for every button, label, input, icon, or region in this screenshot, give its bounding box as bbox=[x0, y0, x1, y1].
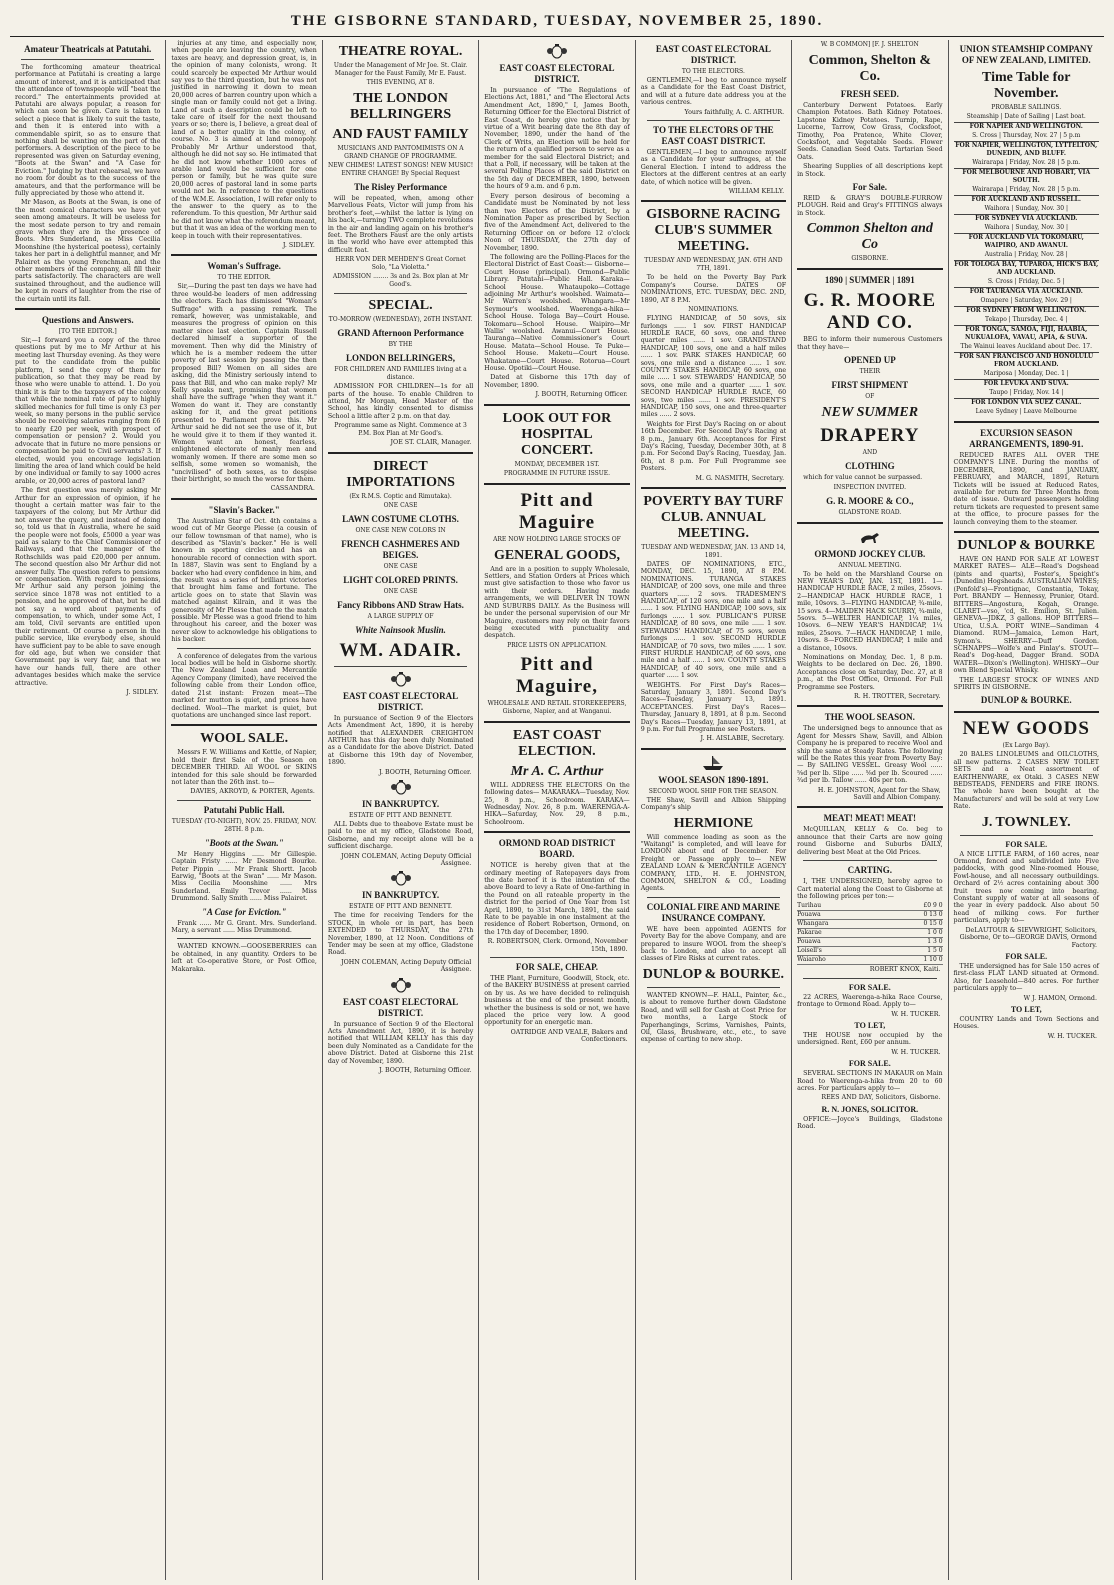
signature: J. BOOTH, Returning Officer. bbox=[379, 1067, 472, 1075]
route-row: Australia | Friday, Nov. 28 | bbox=[984, 251, 1068, 258]
ad-text: Shearing Supplies of all descriptions kept in Stock. bbox=[797, 163, 943, 178]
route-row: Taupo | Friday, Nov. 14 | bbox=[989, 389, 1064, 396]
ad-heading: 1890 | SUMMER | 1891 bbox=[824, 275, 915, 286]
ad-heading: WOOL SEASON 1890-1891. bbox=[658, 774, 769, 785]
rate-row bbox=[797, 956, 942, 965]
play-title: "A Case for Eviction." bbox=[201, 906, 287, 917]
ad-text: OFFICE:—Joyce's Buildings, Gladstone Road. bbox=[797, 1115, 943, 1131]
notice-heading: EAST COAST ELECTORAL DISTRICT. bbox=[499, 63, 615, 84]
notice-subheading: ESTATE OF PITT AND BENNETT. bbox=[349, 903, 453, 911]
ad-subtext: NOMINATIONS. bbox=[688, 306, 739, 314]
ad-heading: FOR SALE. bbox=[1005, 839, 1048, 849]
play-title: "Boots at the Swan." bbox=[204, 837, 284, 848]
divider bbox=[484, 404, 629, 406]
royal-crest-icon bbox=[389, 870, 413, 886]
ad-heading: Pitt and Maguire bbox=[518, 489, 596, 533]
article-paragraph: Sir,—During the past ten days we have had three would-be leaders of men addressing the electors. Each has dismissed "Woman's Suffrage" with a passing remark. The remark, however, was unmistakable, and measures the progress of opinion on this matter since last election. Captain Russell declared himself a supporter of the movement. Then why did the Ministry of which he is a member redeem the utter poverty of last session by passing the then proposed Bill? Women on all sides are asking, did the Ministry seriously intend to pass that Bill, and who can make reply? Mr Kelly speaks next, promising that women shall have the suffrage "when they want it." Women do want it. They are constantly asking for it, and the great petitions presented to Parliament prove this. Mr Arthur said he did not see the use of it, but he would give it to them if they wanted it. Women want an honest, fearless, enlightened electorate of manly men and womanly women. If there are some men so selfish, some women so womanish, the "uncivilised" of both sexes, as to despise their birthright, so much the worse for them. bbox=[171, 283, 317, 483]
ad-subtext: A LARGE SUPPLY OF bbox=[367, 612, 434, 620]
route-row: Wairarapa | Friday, Nov. 28 | 5 p.m. bbox=[972, 186, 1081, 193]
ad-text: 20 BALES LINOLEUMS and OILCLOTHS, all new patterns. 2 CASES NEW TOILET SETS and a Neat assortment of EARTHENWARE, ex Otaki. 3 CASES NEW BEDSTEADS, FENDERS and FIRE IRONS. The whole have been bought at the Manufacturers' and will be sold at very Low Rate. bbox=[953, 751, 1099, 811]
signature: J. BOOTH, Returning Officer. bbox=[379, 768, 472, 776]
ad-text: The undersigned begs to announce that as Agent for Messrs Shaw, Savill, and Albion Company he is prepared to receive Wool and ship the same at Steady Rates. The following will be the Rates this year from Poverty Bay:— By SAILING VESSEL. Greasy Wool ...... ⅝d per lb. Slipe ...... ⅝d per lb. Scoured ...... ¾d per lb. Tallow ...... 40s per ton. bbox=[797, 725, 943, 785]
ad-heading: DUNLOP & BOURKE. bbox=[980, 695, 1072, 706]
article-paragraph: A conference of delegates from the various local bodies will be held in Gisborne shortly. The New Zealand Loan and Mercantile Agency Company (limited), have received the following cable from their London office, dated 21st instant: Frozen meat—The market for mutton is quiet, and prices have declined. Wool—The market is quiet, but quotations are unchanged since last report. bbox=[171, 652, 317, 719]
ad-heading: AND FAUST FAMILY bbox=[332, 127, 469, 142]
divider bbox=[177, 938, 310, 939]
rate-row bbox=[797, 920, 942, 929]
ad-text: To be held on the Poverty Bay Park Company's Course. DATES OF NOMINATIONS, ETC. TUESDAY, DEC. 2ND, 1890, AT 8 P.M. bbox=[640, 274, 787, 304]
ad-heading: Mr A. C. Arthur bbox=[510, 763, 604, 779]
ad-text: A NICE LITTLE FARM, of 160 acres, near Ormond, fenced and subdivided into Five paddocks, with good Nine-roomed House, Fowl-house, and all necessary outbuildings. Orchard of 2½ acres containing about 300 fruit trees now coming into bearing. Constant supply of water at all seasons of the year in every paddock. Also about 50 head of milking cows. For further particulars, apply to— bbox=[953, 850, 1099, 925]
ad-text: WANTED KNOWN—F. HALL, Painter, &c., is about to remove further down Gladstone Road, and will sell for Cash at Cost Price for two months, a Large Stock of Paperhangings, Scrims, Varnishes, Paints, Oil, Glass, Brushware, etc., etc., to save expense of carting to new shop. bbox=[640, 991, 787, 1044]
ad-heading: LOOK OUT FOR HOSPITAL CONCERT. bbox=[502, 410, 612, 458]
divider bbox=[171, 724, 316, 726]
ad-subtext: (Ex R.M.S. Coptic and Rimutaka). bbox=[349, 492, 452, 500]
ad-subtext: MONDAY, DECEMBER 1ST. bbox=[514, 460, 600, 468]
ad-heading: GENERAL GOODS, bbox=[493, 547, 620, 563]
ad-text: will be repeated, when, among other Marvellous Feats, Victor will jump from his brother's feet,—whilst the latter is lying on his back,—turning TWO complete revolutions in the air and landing again on his brother's feet. The Brothers Faust are the only artists in the world who have ever attempted this difficult feat. bbox=[327, 195, 474, 254]
divider bbox=[797, 522, 942, 524]
ad-subtext: Under the Management of Mr Joe. St. Clair. Manager for the Faust Family, Mr E. Faust. bbox=[333, 62, 468, 77]
ad-text: HAVE ON HAND FOR SALE AT LOWEST MARKET RATES— ALE—Read's Dogshead (pints and quarts), Foster's, Speight's (Dunedin) Hogsheads. AUSTRALIAN WINES; (Penfold's)—Frontignac, Constantia, Tokay, Port. BRANDY — Hennessy, Prunier, Otard. BITTERS—Angostura, Kogah, Orange. CLARET—vso, 'cd, St. Emilion, St. Julien. GENEVA—JDKZ, 3 gallons. HOP BITTERS—Utica, U.S.A. PORT WINE—Sandiman 4 Diamond. RUM—Jamaica, Lemon Hart, Symon's. SHERRY—Duff Gordon. SCHNAPPS—Wolfe's and Finlay's. STOUT—Read's Dog-head, Dagger Brand. SODA WATER—Dixon's (Wellington). WHISKY—Our own Blend Special Whisky. bbox=[953, 556, 1099, 675]
ad-heading: SPECIAL. bbox=[368, 298, 433, 314]
ad-heading: DUNLOP & BOURKE. bbox=[642, 966, 784, 982]
editor-note: TO THE EDITOR. bbox=[217, 274, 271, 282]
divider bbox=[334, 666, 467, 667]
route-row: Omapere | Saturday, Nov. 29 | bbox=[980, 297, 1072, 304]
route-title: FOR SYDNEY VIA AUCKLAND. bbox=[954, 214, 1099, 223]
notice-heading: EAST COAST ELECTORAL DISTRICT. bbox=[343, 690, 459, 712]
divider bbox=[171, 498, 316, 500]
rate-row bbox=[797, 902, 942, 911]
rate-row bbox=[797, 929, 942, 938]
rate-place: Pouawa bbox=[797, 911, 821, 919]
signature: J. SIDLEY. bbox=[282, 241, 315, 249]
article-paragraph: Mr Mason, as Boots at the Swan, is one of the most comical characters we have yet seen among amateurs. It will be useless for the most sedate person to try and remain grave when they are in the presence of Boots. Mrs Sunderland, as Miss Cecilia Moonshine (the hysterical poetess), certainly takes her part in a delightful manner, and Mr Palairet as the young Frenchman, and the other members of the company, all fill their parts satisfactorily. The characters are well sustained throughout, and the audience will be kept in roars of laughter from the rise of the curtain until its fall. bbox=[15, 199, 161, 303]
divider bbox=[328, 452, 473, 454]
royal-crest-icon bbox=[389, 671, 413, 687]
route-row: Wairarapa | Friday, Nov. 28 | 5 p.m. bbox=[972, 159, 1081, 166]
column-5 bbox=[636, 40, 792, 1580]
rate-price: 0 13 0 bbox=[923, 911, 943, 919]
ad-heading: J. TOWNLEY. bbox=[981, 814, 1071, 830]
rate-price: 0 15 0 bbox=[923, 920, 943, 928]
divider bbox=[641, 748, 786, 750]
carting-rates-table bbox=[797, 902, 942, 965]
ad-subtext: NEW CHIMES! LATEST SONGS! NEW MUSIC! ENTIRE CHANGE! By Special Request bbox=[327, 162, 474, 177]
rate-price: £0 9 0 bbox=[923, 902, 943, 910]
ad-heading: COLONIAL FIRE AND MARINE INSURANCE COMPANY. bbox=[646, 901, 781, 923]
signature: CASSANDRA. bbox=[270, 485, 315, 493]
ad-heading: G. R. MOORE & CO., bbox=[826, 495, 914, 506]
ad-heading: THE WOOL SEASON. bbox=[824, 712, 915, 723]
notice-text: ALL Debts due to theabove Estate must be paid to me at my office, Gladstone Road, Gisborne, and my receipt alone will be a sufficient discharge. bbox=[327, 820, 474, 851]
divider bbox=[954, 531, 1099, 533]
signature: JOE ST. CLAIR, Manager. bbox=[390, 439, 472, 447]
ad-heading: FOR SALE. bbox=[1005, 951, 1048, 961]
ad-heading: FOR SALE. bbox=[848, 982, 891, 992]
route-row: Leave Sydney | Leave Melbourne bbox=[975, 408, 1077, 415]
route-row: S. Cross | Friday, Dec. 5 | bbox=[987, 278, 1065, 285]
rate-row bbox=[797, 911, 942, 920]
notice-heading: EAST COAST ELECTORAL DISTRICT. bbox=[343, 996, 459, 1018]
ad-subtext: SECOND WOOL SHIP FOR THE SEASON. bbox=[648, 787, 778, 795]
ad-subtext: THIS EVENING, AT 8. bbox=[366, 79, 435, 86]
ad-text: Will commence loading as soon as the "Waitangi" is completed, and will leave for LONDON about end of December. For Freight or Passage apply to— NEW ZEALAND LOAN & MERCANTILE AGENCY COMPANY, LTD., H. E. JOHNSTON, COMMON, SHELTON & CO., Loading Agents. bbox=[640, 833, 787, 893]
signature: JOHN COLEMAN, Acting Deputy Official Assignee. bbox=[341, 852, 472, 867]
rate-place: Turihau bbox=[797, 902, 822, 910]
article-paragraph: injuries at any time, and especially now, when people are leaving the country, when taxes are heavy, and depression great, is, in the opinion of many colonists, wrong. It could scarcely be expected Mr Arthur would say yes to the third question, but he was not justified in narrowing it down to mean 20,000 acres of barren country upon which a single man or family could not get a living. Land of such a description could be left to take care of itself for the next thousand years or so; there is, I believe, a great deal of land of a better quality in the colony, of course. No. 3 is aimed at land monopoly. Probably Mr Arthur understood that, although he did not say so. He intimated that he did not know whether 1000 acres of arable land would be sufficient for one person or family, but he was quite sure 20,000 acres of pastoral land in some parts would not be. In reference to the questions of the W.M.E. Association, I will refer only to the answer to the query as to the referendum. To this question, Mr Arthur said he did not know what the referendum meant, but that it was an idea of the working men to keep in touch with their representatives. bbox=[171, 40, 317, 240]
divider bbox=[490, 957, 623, 958]
ad-text: DATES OF NOMINATIONS, ETC., MONDAY, DEC. 15, 1890, AT 8 P.M. NOMINATIONS. TURANGA STAKES HANDICAP, of 200 sovs, one mile and three quarters ...... 2 sovs. TRADESMEN'S HANDICAP, of 120 sovs, one mile and a half ...... 1 sov. FLYING HANDICAP, 100 sovs, six furlongs ...... 1 sov. PUBLICAN'S PURSE HANDICAP, of 80 sovs, one mile ...... 1 sov. STEWARDS' HANDICAP, of 75 sovs, seven furlongs ...... 1 sov. SECOND HURDLE HANDICAP, of 70 sovs, two miles ...... 1 sov. FIRST HURDLE HANDICAP, of 60 sovs, one mile and a half ...... 1 sov. COUNTY STAKES HANDICAP, of 40 sovs, one mile and a quarter ...... 1 sov. bbox=[640, 561, 787, 680]
ad-subtext: MUSICIANS AND PANTOMIMISTS ON A GRAND CHANGE OF PROGRAMME. bbox=[337, 145, 464, 160]
article-heading: Questions and Answers. bbox=[41, 315, 134, 325]
route-title: FOR MELBOURNE AND HOBART, VIA SOUTH. bbox=[954, 168, 1099, 185]
signature: REES AND DAY, Solicitors, Gisborne. bbox=[821, 1094, 941, 1102]
ad-text: THE HOUSE now occupied by the undersigned. Rent, £60 per annum. bbox=[797, 1031, 943, 1047]
signature: W. H. TUCKER. bbox=[891, 1048, 941, 1056]
ad-heading: THE LONDON BELLRINGERS bbox=[349, 91, 452, 122]
rate-place: Loisell's bbox=[797, 947, 822, 955]
rate-price: 1 10 0 bbox=[923, 956, 943, 964]
ship-name: HERMIONE bbox=[673, 815, 754, 831]
ad-heading: Fancy Ribbons AND Straw Hats. bbox=[337, 599, 464, 610]
ad-subtext: OF bbox=[865, 393, 875, 401]
signature: ROBERT KNOX, Kaiti. bbox=[869, 966, 941, 974]
route-title: FOR AUCKLAND VIA TOKOMARU, WAIPIRO, AND AWANUI. bbox=[954, 233, 1099, 250]
route-title: FOR TOLOGA BAY, TUPAROA, HICK'S BAY, AND AUCKLAND. bbox=[954, 261, 1099, 276]
ad-subtext: ONE CASE bbox=[383, 562, 418, 570]
route-title: FOR AUCKLAND AND RUSSELL. bbox=[954, 195, 1099, 204]
ad-heading: EAST COAST ELECTION. bbox=[512, 727, 601, 759]
editor-note: [TO THE EDITOR.] bbox=[58, 328, 117, 335]
divider bbox=[177, 648, 310, 649]
divider bbox=[803, 978, 936, 979]
ad-text: WILL ADDRESS THE ELECTORS On the following dates— MAKARAKA—Tuesday, Nov. 25, 8 p.m., Schoolroom. KARAKA—Wednesday, Nov. 26, 8 p.m. WAERENGA-A-HIKA—Saturday, Nov. 29, 8 p.m., Schoolroom. bbox=[484, 781, 630, 826]
ad-heading: TO LET, bbox=[1010, 1004, 1042, 1014]
signature: DAVIES, AKROYD, & PORTER, Agents. bbox=[190, 788, 315, 796]
notice-text: In pursuance of Section 9 of the Electors Acts Amendment Act, 1890, it is hereby notified that ALEXANDER CREIGHTON ARTHUR has this day been duly Nominated as a Candidate for the above District. Dated at Gisborne this 19th day of November, 1890. bbox=[327, 714, 474, 767]
signature: JOHN COLEMAN, Acting Deputy Official Assignee. bbox=[341, 958, 472, 974]
royal-crest-icon bbox=[545, 43, 569, 59]
ad-heading: WOOL SALE. bbox=[200, 731, 289, 747]
ad-subtext: ONE CASE bbox=[383, 587, 418, 595]
divider bbox=[484, 483, 629, 485]
royal-crest-icon bbox=[389, 977, 413, 993]
sailing-table-header: Steamship | Date of Sailing | Last boat. bbox=[966, 113, 1086, 120]
ad-subtext: ANNUAL MEETING. bbox=[838, 561, 902, 569]
column-1 bbox=[10, 40, 166, 1580]
divider bbox=[954, 421, 1099, 423]
ad-heading: LIGHT COLORED PRINTS. bbox=[343, 574, 458, 585]
ad-heading: R. N. JONES, SOLICITOR. bbox=[821, 1104, 919, 1114]
rate-place: Pakarae bbox=[797, 929, 822, 937]
ad-text: which for value cannot be surpassed. bbox=[803, 474, 923, 482]
signature: Yours faithfully, A. C. ARTHUR. bbox=[684, 108, 785, 116]
ad-heading: White Nainsook Muslin. bbox=[355, 624, 446, 635]
article-heading: "Slavin's Backer." bbox=[208, 504, 280, 515]
ad-heading: G. R. MOORE AND CO. bbox=[803, 290, 937, 334]
divider bbox=[797, 268, 942, 270]
signature: WILLIAM KELLY. bbox=[728, 188, 785, 196]
ad-heading: EXCURSION SEASON ARRANGEMENTS, 1890-91. bbox=[969, 428, 1084, 449]
article-paragraph: The first question was merely asking Mr Arthur for an expression of opinion, if he thought a certain matter was fair to the taxpayers of the colony, but Mr Arthur did not answer the query, and instead of doing so, told us that in Australia, where he said the people were not fools, £5000 a year was paid as salary to the Chief Commissioner of Railways, and that the manager of the Rothschilds was paid £20,000 per annum. The second question also Mr Arthur did not answer fully. The question refers to pensions or compensation. With regard to pensions, Mr Arthur said any person joining the service since 1878 was not entitled to a pension, and he approved of that, but he did not say a word about payments of compensation, to which, under some Act, I am told, Civil servants are entitled upon their retirement. Of course a person in the public service, like everybody else, should have sufficient pay to be able to save enough for old age, but when we consider that Government pay is very fair, and that we have our hands full, there are other advantages besides which make the service attractive. bbox=[15, 487, 161, 687]
divider bbox=[334, 293, 467, 294]
ad-heading: Common, Shelton & Co. bbox=[808, 53, 932, 84]
route-title: FOR NAPIER, WELLINGTON, LYTTELTON, DUNEDIN, AND BLUFF. bbox=[955, 142, 1098, 157]
signature: J. BOOTH, Returning Officer. bbox=[535, 391, 628, 399]
ad-heading: CARTING. bbox=[847, 865, 893, 876]
ad-heading: DIRECT IMPORTATIONS bbox=[346, 458, 455, 490]
ad-subtext: ADMISSION ........ 3s and 2s. Box plan at Mr Good's. bbox=[332, 273, 469, 289]
ad-heading: The Risley Performance bbox=[354, 182, 448, 192]
column-4 bbox=[479, 40, 635, 1580]
signature: W J. HAMON, Ormond. bbox=[1023, 994, 1097, 1002]
notice-subheading: TO THE ELECTORS. bbox=[681, 68, 745, 75]
divider bbox=[647, 987, 780, 988]
royal-crest-icon bbox=[389, 779, 413, 795]
ad-heading: LAWN COSTUME CLOTHS. bbox=[342, 513, 459, 524]
ad-heading: WM. ADAIR. bbox=[339, 639, 462, 661]
masthead bbox=[10, 6, 1104, 37]
ad-subtext: THEIR bbox=[859, 368, 881, 376]
ad-subtext: Programme same as Night. Commence at 3 P.M. Box Plan at Mr Good's. bbox=[334, 422, 467, 438]
ad-subtext: (Ex Largo Bay). bbox=[1002, 742, 1050, 750]
route-row: Tekapo | Thursday, Dec. 4 | bbox=[985, 316, 1068, 323]
ship-icon bbox=[701, 755, 725, 771]
signature: J. H. AISLABIE, Secretary. bbox=[700, 735, 785, 743]
signature: W. H. TUCKER. bbox=[1047, 1032, 1097, 1040]
ad-heading: FIRST SHIPMENT bbox=[831, 380, 909, 391]
ad-text: ADMISSION FOR CHILDREN—1s for all parts of the house. To enable Children to attend, Mr Morgan, Head Master of the School, has kindly consented to dismiss School a little after 2 p.m. on that day. bbox=[327, 383, 474, 420]
divider bbox=[647, 120, 780, 121]
notice-text: NOTICE is hereby given that at the ordinary meeting of Ratepayers days from the date hereof it is the intention of the above Board to levy a Rate of One-farthing in the Pound on all rateable property in the district for the period of One Year from 1st April, 1890, to 31st March, 1891, the said Rate to be payable in one instalment at the residence of Robert Robertson, Ormond, on the 17th day of December, 1890. bbox=[484, 862, 630, 936]
notice-heading: ORMOND ROAD DISTRICT BOARD. bbox=[498, 838, 616, 860]
ad-heading: Pitt and Maguire, bbox=[515, 653, 598, 697]
divider bbox=[15, 308, 160, 310]
ad-heading: For Sale. bbox=[852, 182, 887, 193]
ad-heading: THEATRE ROYAL. bbox=[338, 44, 463, 59]
cast-list: Frank ...... Mr G. Grant. Mrs. Sunderland. Mary, a servant ...... Miss Drummond. bbox=[171, 919, 317, 934]
ad-text: REDUCED RATES ALL OVER THE COMPANY'S LINE. During the months of DECEMBER, 1890, and JANUARY, FEBRUARY, and MARCH, 1891, Return Tickets will be issued at Reduced Rates, available for return for Three Months from date of issue. Outward passengers holding return tickets are requested to present same at the office, to procure passes for the launch conveying them to the steamer. bbox=[953, 452, 1099, 526]
ad-subtext: TO-MORROW (WEDNESDAY), 26TH INSTANT. bbox=[328, 316, 473, 324]
rate-price: 1 0 0 bbox=[927, 929, 943, 937]
route-row: Mariposa | Monday, Dec. 1 | bbox=[983, 370, 1069, 377]
ad-text: Weights for First Day's Racing on or about 16th December. For Second Day's Racing at 8 p.m., January 6th. Acceptances for First Day's Racing, Tuesday, December 30th, at 8 p.m. For Second Day's Racing, Tuesday, Jan. 6th, at 8 p.m. For Full Programme see Posters. bbox=[640, 420, 787, 473]
ad-text: I, THE UNDERSIGNED, hereby agree to Cart material along the Coast to Gisborne at the following prices per ton:— bbox=[797, 878, 943, 900]
divider bbox=[797, 806, 942, 808]
divider bbox=[641, 200, 786, 202]
notice-heading: IN BANKRUPTCY. bbox=[361, 798, 440, 809]
article-heading: Amateur Theatricals at Patutahi. bbox=[24, 44, 152, 54]
divider bbox=[960, 835, 1093, 836]
ad-subtext: W. B COMMON] [F. J. SHELTON bbox=[820, 41, 919, 48]
ad-heading: OPENED UP bbox=[843, 355, 896, 366]
ad-heading: Patutahi Public Hall. bbox=[203, 804, 285, 815]
ad-heading: POVERTY BAY TURF CLUB. ANNUAL MEETING. bbox=[643, 494, 784, 542]
ad-subtext: GISBORNE. bbox=[851, 255, 889, 263]
notice-text: In pursuance of "The Regulations of Elections Act, 1881," and "The Electoral Acts Amendment Act, 1890," I, James Booth, Returning Officer for the Electoral District of East Coast, do hereby give notice that by virtue of a Writ bearing date the 8th day of November, 1890, under the hand of the Clerk of Writs, an Election will be held for the return of a qualified person to serve as a member for the said Electoral District; and that a Poll, if necessary, will be taken at the several Polling Places of the said District on the 5th day of DECEMBER, 1890, between the hours of 9 a.m. and 6 p.m. bbox=[484, 87, 630, 191]
ad-subtext: FOR CHILDREN AND FAMILIES living at a distance. bbox=[334, 366, 467, 382]
cast-list: Mr Henry Higgins ...... Mr Gillespie. Captain Fristy ...... Mr Desmond Bourke. Peter Pippin ...... Mr Frank Shortt. Jacob Earwig, "Boots at the Swan" ...... Mr Mason. Miss Cecilia Moonshine ...... Mrs Sunderland. Emily Trevor ...... Miss Drummond. Sally Smith ...... Miss Palairet. bbox=[171, 850, 317, 903]
signature: DeLAUTOUR & SIEVWRIGHT, Solicitors, Gisborne, Or to—GEORGE DAVIS, Ormond Factory. bbox=[959, 926, 1097, 949]
ad-text: REID & GRAY'S DOUBLE-FURROW PLOUGH. Reid and Gray's FITTINGS always in Stock. bbox=[797, 195, 943, 217]
ad-subtext: HERR VON DER MEHDEN'S Great Cornet Solo, "La Violetta." bbox=[335, 256, 466, 272]
ad-text: THE undersigned has for Sale 150 acres of first-class FLAT LAND situated at Ormond. Also, for Leasehold—840 acres. For further particulars apply to— bbox=[953, 962, 1099, 993]
ad-heading: ORMOND JOCKEY CLUB. bbox=[814, 548, 926, 559]
divider bbox=[954, 711, 1099, 713]
ad-heading: NEW SUMMER bbox=[821, 405, 919, 421]
signature: R. H. TROTTER, Secretary. bbox=[854, 693, 941, 700]
ad-dates: TUESDAY (TO-NIGHT), NOV. 25. FRIDAY, NOV. 28TH. 8 p.m. bbox=[171, 817, 317, 833]
notice-text: GENTLEMEN,—I beg to announce myself as a Candidate for the East Coast District, and will at a future date address you at the various centres. bbox=[640, 77, 787, 107]
route-row: The Wainui leaves Auckland about Dec. 17. bbox=[960, 343, 1093, 350]
ad-text: BEG to inform their numerous Customers that they have— bbox=[797, 336, 943, 351]
ad-text: Messrs F. W. Williams and Kettle, of Napier, hold their first Sale of the Season on DECEMBER THIRD. All WOOL or SKINS intended for this sale should be forwarded not later than the 26th inst. to— bbox=[171, 749, 317, 786]
ad-subtext: PRICE LISTS ON APPLICATION. bbox=[507, 641, 607, 649]
ad-subtext: AND bbox=[862, 449, 878, 457]
ad-subtext: PROGRAMME IN FUTURE ISSUE. bbox=[503, 469, 611, 477]
article-paragraph: Sir,—I forward you a copy of the three questions put by me to Mr Arthur at his meeting last Thursday evening. As they were put to the candidate from the public platform, I send the copy of them for publication, so that they may be read by those who were unable to attend. 1. Do you think it is fair to the taxpayers of the colony that while the nominal rate of pay to highly skilled mechanics for full time is only £3 per week, so many persons in the public service should be receiving salaries ranging from £6 to nearly £20 per week, with prospect of compensation or pension? 2. Would you advocate that in future no more pensions or compensation be paid to Civil servants? 3. If elected, would you encourage legislation limiting the area of land which could be held by one individual or family to say 1000 acres arable, or 20,000 acres of pastoral land? bbox=[15, 337, 161, 485]
rate-place: Whangara bbox=[797, 920, 829, 928]
ad-text: COUNTRY Lands and Town Sections and Houses. bbox=[953, 1015, 1099, 1031]
ad-heading: LONDON BELLRINGERS, bbox=[346, 353, 456, 364]
ad-subtext: TUESDAY AND WEDNESDAY, JAN. 6TH AND 7TH, 1891. bbox=[644, 257, 783, 273]
ad-heading: Time Table for November. bbox=[982, 70, 1071, 101]
signature: H. E. JOHNSTON, Agent for the Shaw, Savill and Albion Company. bbox=[817, 786, 941, 802]
ad-subtext: WHOLESALE AND RETAIL STOREKEEPERS, Gisborne, Napier, and at Wanganui. bbox=[487, 699, 627, 715]
divider bbox=[177, 800, 310, 801]
notice-text: In pursuance of Section 9 of the Electoral Acts Amendment Act, 1890, it is hereby notified that WILLIAM KELLY has this day been duly Nominated as a Candidate for the above District. Dated at Gisborne this 21st day of November, 1890. bbox=[327, 1020, 474, 1065]
masthead-title: THE GISBORNE STANDARD, TUESDAY, NOVEMBER 25, 1890. bbox=[290, 12, 824, 29]
article-heading: Woman's Suffrage. bbox=[207, 261, 281, 272]
ad-heading: GRAND Afternoon Performance bbox=[337, 328, 464, 339]
ad-subtext: BY THE bbox=[388, 341, 413, 349]
divider bbox=[803, 860, 936, 861]
ad-text: THE LARGEST STOCK OF WINES AND SPIRITS IN GISBORNE. bbox=[953, 676, 1099, 691]
divider bbox=[797, 705, 942, 707]
ad-subtext: TUESDAY AND WEDNESDAY, JAN. 13 AND 14, 1891. bbox=[641, 544, 786, 560]
divider bbox=[21, 59, 154, 60]
ad-subtext: INSPECTION INVITED. bbox=[833, 483, 907, 491]
ad-heading: CLOTHING bbox=[845, 461, 895, 472]
ad-text: WEIGHTS. For First Day's Races—Saturday, January 3, 1891. Second Day's Races—Tuesday, January 13, 1891. ACCEPTANCES. First Day's Races—Thursday, January 8, 1891, at 8 p.m. Second Day's Races—Tuesday, January 13, 1891, at 9 p.m. For full Programme see Posters. bbox=[640, 681, 787, 733]
ad-subtext: ARE NOW HOLDING LARGE STOCKS OF bbox=[493, 535, 621, 543]
route-row: Waihora | Sunday, Nov. 30 | bbox=[984, 205, 1068, 212]
ad-text: To be held on the Marshland Course on NEW YEAR'S DAY, JAN. 1ST, 1891. 1—HANDICAP HURDLE RACE, 2 miles, 25sovs. 2—HANDICAP HACK HURDLE RACE, 1 mile, 10sovs. 3—FLYING HANDICAP, ¾-mile, 15 sovs. 4—MAIDEN HACK SCURRY, ¾-mile, 5sovs. 5—WELTER HANDICAP, 1¼ miles, 10sovs. 6—NEW YEAR'S HANDICAP, 1¼ miles, 25sovs. 7—HACK HANDICAP, 1 mile, 10sovs. 8—FORCED HANDICAP, 1 mile and a distance, 10sovs. bbox=[797, 570, 943, 652]
signature: J. SIDLEY. bbox=[126, 689, 159, 697]
rate-price: 1 5 0 bbox=[927, 947, 943, 955]
route-row: S. Cross | Thursday, Nov. 27 | 5 p.m bbox=[972, 132, 1081, 139]
ad-subtext: PROBABLE SAILINGS. bbox=[991, 104, 1062, 111]
route-row: Waihora | Sunday, Nov. 30 | bbox=[984, 224, 1068, 231]
notice-subheading: ESTATE OF PITT AND BENNETT. bbox=[349, 811, 453, 819]
ad-text: WANTED KNOWN.—GOOSEBERRIES can be obtained, in any quantity. Orders to be left at Co-operative Store, or Post Office, Makaraka. bbox=[171, 943, 317, 973]
ad-text: WE have been appointed AGENTS for Poverty Bay for the above Company, and are prepared to insure WOOL from the sheep's back to London, and also to accept all classes of Fire Risks at current rates. bbox=[640, 925, 787, 963]
ad-subtext: ONE CASE bbox=[383, 501, 418, 509]
ad-heading: DRAPERY bbox=[820, 425, 920, 447]
ad-heading: Common Shelton and Co bbox=[806, 221, 933, 253]
column-3 bbox=[323, 40, 479, 1580]
divider bbox=[484, 831, 629, 833]
notice-heading: IN BANKRUPTCY. bbox=[361, 890, 440, 901]
route-title: FOR TONGA, SAMOA, FIJI, HAABIA, NUKUALOFA, VAVAU, APIA, & SUVA. bbox=[954, 325, 1099, 342]
ad-text: And are in a position to supply Wholesale, Settlers, and Station Orders at Prices which must give satisfaction to those who favor us with their orders. Having made arrangements, we will DELIVER IN TOWN AND SUBURBS DAILY. As the Business will be under the personal supervision of our Mr Maguire, customers may rely on their favors being executed with punctuality and despatch. bbox=[484, 565, 630, 640]
notice-heading: EAST COAST ELECTORAL DISTRICT. bbox=[655, 44, 771, 65]
ad-heading: FOR SALE. bbox=[848, 1059, 891, 1069]
ad-heading: TO LET, bbox=[854, 1020, 886, 1030]
notice-heading: TO THE ELECTORS OF THE EAST COAST DISTRICT. bbox=[653, 125, 774, 147]
route-title: FOR LEVUKA AND SUVA. bbox=[954, 379, 1099, 388]
ad-heading: FOR SALE, CHEAP. bbox=[515, 962, 599, 973]
rate-place: Pouawa bbox=[797, 938, 821, 946]
divider bbox=[641, 487, 786, 489]
route-title: FOR TAURANGA VIA AUCKLAND. bbox=[954, 287, 1099, 296]
ad-subtext: ONE CASE NEW COLORS IN bbox=[355, 526, 446, 534]
ad-heading: UNION STEAMSHIP COMPANY OF NEW ZEALAND, LIMITED. bbox=[959, 44, 1093, 65]
ad-heading: FRENCH CASHMERES AND BEIGES. bbox=[341, 538, 460, 560]
article-paragraph: The Australian Star of Oct. 4th contains a wood cut of Mr George Plesse (a cousin of our fellow townsman of that name), who is described as "Slavin's backer." He is well known in sporting circles and has an honourable record of connection with sport. In 1887, Slavin was sent to England by a backer who had every confidence in him, and the result was a series of brilliant victories that brought him fame and fortune. The article goes on to state that Slavin was matched against Kilrain, and it was the generosity of Mr Plesse that made the match possible. Mr Plesse was a good friend to him throughout his career, and the boxer was never slow to acknowledge his obligations to his backer. bbox=[171, 517, 317, 644]
ad-heading: FRESH SEED. bbox=[840, 89, 899, 99]
ad-subtext: GLADSTONE ROAD. bbox=[838, 508, 902, 516]
notice-text: Dated at Gisborne this 17th day of November, 1890. bbox=[484, 374, 630, 389]
ad-text: SEVERAL SECTIONS IN MAKAUR on Main Road to Waerenga-a-hika from 20 to 60 acres. For particulars apply to— bbox=[797, 1070, 943, 1092]
ad-text: McQUILLAN, KELLY & Co. beg to announce that their Carts are now going round Gisborne and Suburbs DAILY, delivering best Meat at the Old Prices. bbox=[797, 826, 943, 856]
ad-heading: GISBORNE RACING CLUB'S SUMMER MEETING. bbox=[646, 207, 781, 255]
notice-text: GENTLEMEN,—I beg to announce myself as a Candidate for your suffrages, at the General Election. I intend to address the Electors at the different centres at an early date, of which notice will be given. bbox=[640, 149, 787, 186]
signature: M. G. NASMITH, Secretary. bbox=[695, 474, 785, 482]
route-title: FOR NAPIER AND WELLINGTON. bbox=[954, 122, 1099, 131]
rate-place: Waiaroho bbox=[797, 956, 826, 964]
column-6 bbox=[792, 40, 948, 1580]
divider bbox=[171, 254, 316, 256]
columns bbox=[10, 40, 1104, 1580]
ad-text: FLYING HANDICAP, of 50 sovs, six furlongs ...... 1 sov. FIRST HANDICAP HURDLE RACE, 60 sovs, one and three quarter miles ...... 1 sov. GRANDSTAND HANDICAP, 100 sovs, one and a half miles ...... 1 sov. PARK STAKES HANDICAP, 60 sovs, one mile and a distance ...... 1 sov. COUNTY STAKES HANDICAP, 60 sovs, one mile ...... 1 sov. STEWARDS' HANDICAP, 50 sovs, one mile and a quarter ...... 1 sov. SECOND HANDICAP HURDLE RACE, 60 sovs, two miles ...... 1 sov. PRESIDENT'S HANDICAP, 150 sovs, one and three-quarter miles ...... 2 sovs. bbox=[640, 315, 787, 419]
article-paragraph: The forthcoming amateur theatrical performance at Patutahi is creating a large amount of interest, and it is anticipated that the attendance of townspeople will "beat the record." The entertainments provided at Patutahi are always popular, a reason for which can soon be given. Care is taken to select a piece that is likely to suit the taste, and then it is entered into with a commendable spirit, so as to ensure that nothing shall be wanting on the part of the performers. A description of the piece to be represented was given on Saturday evening, "Boots at the Swan" and "A Case for Eviction." Judging by that rehearsal, we have no room for doubt as to the success of the amateurs, and that the performance will be fully appreciated by those who attend it. bbox=[15, 64, 161, 197]
signature: W. H. TUCKER. bbox=[891, 1010, 941, 1018]
rate-row bbox=[797, 938, 942, 947]
ad-heading: MEAT! MEAT! MEAT! bbox=[823, 813, 917, 824]
column-7 bbox=[949, 40, 1104, 1580]
signature: R. ROBERTSON, Clerk. Ormond, November 15th, 1890. bbox=[487, 938, 628, 953]
ad-heading: DUNLOP & BOURKE bbox=[957, 538, 1096, 554]
route-title: FOR LONDON VIA SUEZ CANAL. bbox=[954, 398, 1099, 407]
notice-text: The following are the Polling-Places for the Electoral District of East Coast:— Gisborne—Court House (principal). Ormond—Public Library. Patutahi—Public Hall. Karaka—School House. Whataupoko—Cottage adjoining Mr Arthur's woolshed. Waimata—Mr Warren's woolshed. Whangara—Mr Seymour's woolshed. Waerenga-a-hika—School House. Tologa Bay—Court House. Tokomaru—School House. Waipiro—Mr Wallis' woolshed. Awanui—Court House. Tauranga—Native Commissioner's Court House. Matata—School House. Te Puke—School House. Maketu—Court House. Whakatane—Court House. Rotorua—Court House. Opotiki—Court House. bbox=[484, 253, 630, 373]
ad-text: THE Shaw, Savill and Albion Shipping Company's ship bbox=[640, 796, 787, 812]
rate-price: 1 3 0 bbox=[927, 938, 943, 946]
ad-text: Nominations on Monday, Dec. 1, 8 p.m. Weights to be declared on Dec. 26, 1890. Acceptances close on Saturday, Dec. 27, at 8 p.m., at the Post Office, Ormond. For Full Programme see Posters. bbox=[797, 653, 943, 691]
route-title: FOR SAN FRANCISCO AND HONOLULU FROM AUCKLAND. bbox=[954, 352, 1099, 369]
ad-heading: NEW GOODS bbox=[962, 718, 1090, 740]
route-title: FOR SYDNEY FROM WELLINGTON. bbox=[954, 306, 1099, 315]
signature: OATRIDGE AND VEALE, Bakers and Confectioners. bbox=[510, 1028, 628, 1044]
rate-row bbox=[797, 947, 942, 956]
ad-text: Canterbury Derwent Potatoes. Early Champion Potatoes. Bath Kidney Potatoes. Lapstone Kidney Potatoes. Turnip, Rape, Lucerne, Tarrow, Cow Grass, Cocksfoot, Timothy, Poa Pratence, White Clover, Cocksfoot, and Vegetable Seeds. Flower Seeds. Canadian Seed Oats. Tartarian Seed Oats. bbox=[797, 102, 943, 161]
ad-text: THE Plant, Furniture, Goodwill, Stock, etc. of the BAKERY BUSINESS at present carried on by us. As we have decided to relinquish business at the end of the present month, whether the business is sold or not, we have placed the price very low. A good opportunity for an energetic man. bbox=[484, 975, 630, 1027]
notice-text: The time for receiving Tenders for the STOCK, in whole or in part, has been EXTENDED to THURSDAY, the 27th November, 1890, at 12 Noon. Conditions of Tender may be seen at my office, Gladstone Road. bbox=[327, 912, 474, 957]
column-2 bbox=[166, 40, 322, 1580]
sailing-schedule bbox=[954, 122, 1099, 416]
ad-text: 22 ACRES, Waerenga-a-hika Race Course, frontage to Ormond Road. Apply to— bbox=[797, 993, 943, 1009]
horse-racing-icon bbox=[858, 529, 882, 545]
divider bbox=[647, 897, 780, 898]
divider bbox=[484, 721, 629, 723]
notice-text: Every person desirous of becoming a Candidate must be Nominated by not less than two Electors of the District, by a Nomination Paper as prescribed by Section five of the Amendment Act, delivered to the Returning Officer on or before 12 o'clock Noon of THURSDAY, the 27th day of November, 1890. bbox=[484, 192, 630, 252]
